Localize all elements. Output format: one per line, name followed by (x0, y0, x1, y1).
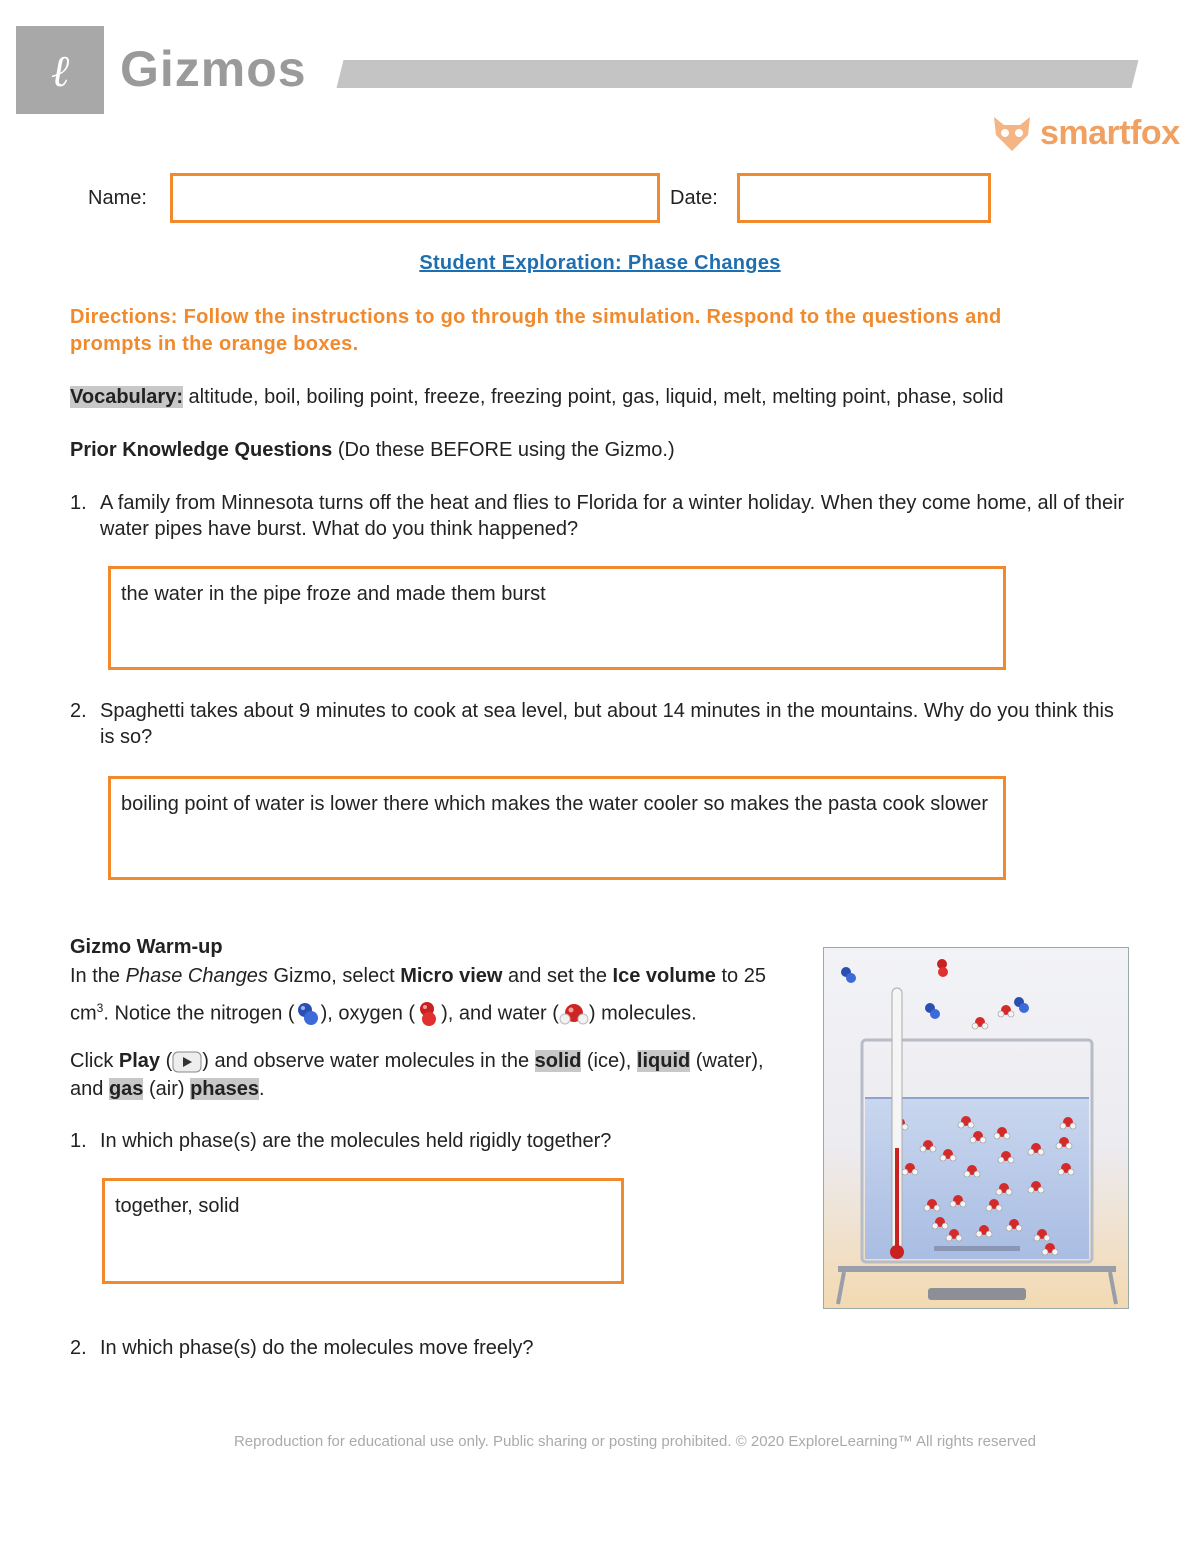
question-text: In which phase(s) are the molecules held rigidly together? (100, 1130, 612, 1152)
warmup-question-2 (70, 1335, 800, 1361)
question-text: A family from Minnesota turns off the heat and flies to Florida for a winter holiday. When they come home, all of their water pipes have burst. What do you think happened? (100, 492, 1125, 540)
water-molecule-icon (559, 1001, 589, 1027)
prior-knowledge-title: Prior Knowledge Questions (70, 439, 333, 461)
text-fragment: Gizmo, select (267, 965, 401, 987)
pk-answer-box-1[interactable] (108, 566, 1006, 670)
solid-term: solid (534, 1050, 582, 1072)
prior-knowledge-heading (70, 437, 1150, 463)
text-fragment: (air) (143, 1078, 191, 1100)
text-fragment: . (259, 1078, 265, 1100)
smartfox-fox-icon (990, 111, 1034, 155)
svg-text:ℓ: ℓ (50, 46, 70, 97)
text-fragment: ( (160, 1050, 173, 1072)
warmup-paragraph-1 (70, 960, 800, 1030)
answer-text: the water in the pipe froze and made them burst (121, 583, 546, 605)
header-bar (337, 60, 1139, 88)
warmup-paragraph-2 (70, 1047, 800, 1103)
page-title[interactable]: Student Exploration: Phase Changes (419, 252, 781, 274)
date-label: Date: (670, 187, 718, 209)
answer-text: together, solid (115, 1195, 240, 1217)
text-fragment: ), and water ( (441, 1002, 559, 1025)
micro-view-term: Micro view (400, 965, 503, 987)
gizmo-name: Phase Changes (125, 965, 268, 987)
question-number: 2. (70, 700, 87, 722)
text-fragment: In the (70, 965, 126, 987)
oxygen-molecule-icon (415, 1001, 441, 1027)
question-number: 2. (70, 1337, 87, 1359)
phase-changes-simulation-image (823, 947, 1129, 1309)
vocabulary-label: Vocabulary: (70, 386, 183, 408)
text-fragment: and set the (502, 965, 613, 987)
text-fragment: ), oxygen ( (320, 1002, 416, 1025)
play-term: Play (118, 1050, 161, 1072)
text-fragment: (ice), (581, 1050, 637, 1072)
text-fragment: to 25 cm (70, 965, 766, 1025)
name-field[interactable] (170, 173, 660, 223)
text-fragment: (water), and (70, 1050, 764, 1100)
text-fragment: ) molecules. (588, 1002, 697, 1025)
play-icon (172, 1051, 202, 1073)
directions: Directions: Follow the instructions to go through the simulation. Respond to the questions and prompts in the orange boxes. (70, 306, 1002, 355)
answer-text: boiling point of water is lower there which makes the water cooler so makes the pasta cook slower (121, 793, 989, 815)
vocabulary-text: altitude, boil, boiling point, freeze, freezing point, gas, liquid, melt, melting point, phase, solid (183, 386, 1004, 408)
name-label: Name: (88, 187, 147, 209)
pk-answer-box-2[interactable] (108, 776, 1006, 880)
text-fragment: ) and observe water molecules in the (202, 1050, 535, 1072)
question-text: Spaghetti takes about 9 minutes to cook at sea level, but about 14 minutes in the mountains. Why do you think this is so? (100, 700, 1114, 748)
warmup-heading: Gizmo Warm-up (70, 936, 223, 958)
date-field[interactable] (737, 173, 991, 223)
phases-term: phases (190, 1078, 260, 1100)
smartfox-label: smartfox (1040, 113, 1180, 152)
prior-knowledge-note: (Do these BEFORE using the Gizmo.) (332, 439, 675, 461)
warmup-answer-box-1[interactable] (102, 1178, 624, 1284)
question-number: 1. (70, 492, 87, 514)
warmup-question-1 (70, 1128, 800, 1154)
smartfox-watermark (990, 108, 1180, 158)
ice-volume-term: Ice volume (612, 965, 716, 987)
gizmos-logo-icon (16, 26, 104, 114)
footer-copyright: Reproduction for educational use only. Public sharing or posting prohibited. © 2020 ExploreLearning™ All rights reserved (233, 1433, 1037, 1450)
question-text: In which phase(s) do the molecules move freely? (100, 1337, 534, 1359)
nitrogen-molecule-icon (295, 1001, 321, 1027)
pk-question-1 (70, 490, 1130, 542)
text-fragment: . Notice the nitrogen ( (103, 1002, 295, 1025)
text-fragment: Click (70, 1050, 119, 1072)
vocabulary (70, 384, 1150, 410)
superscript: 3 (96, 1001, 104, 1015)
gas-term: gas (108, 1078, 144, 1100)
question-number: 1. (70, 1130, 87, 1152)
pk-question-2 (70, 698, 1130, 750)
liquid-term: liquid (636, 1050, 691, 1072)
brand-name: Gizmos (120, 41, 307, 97)
